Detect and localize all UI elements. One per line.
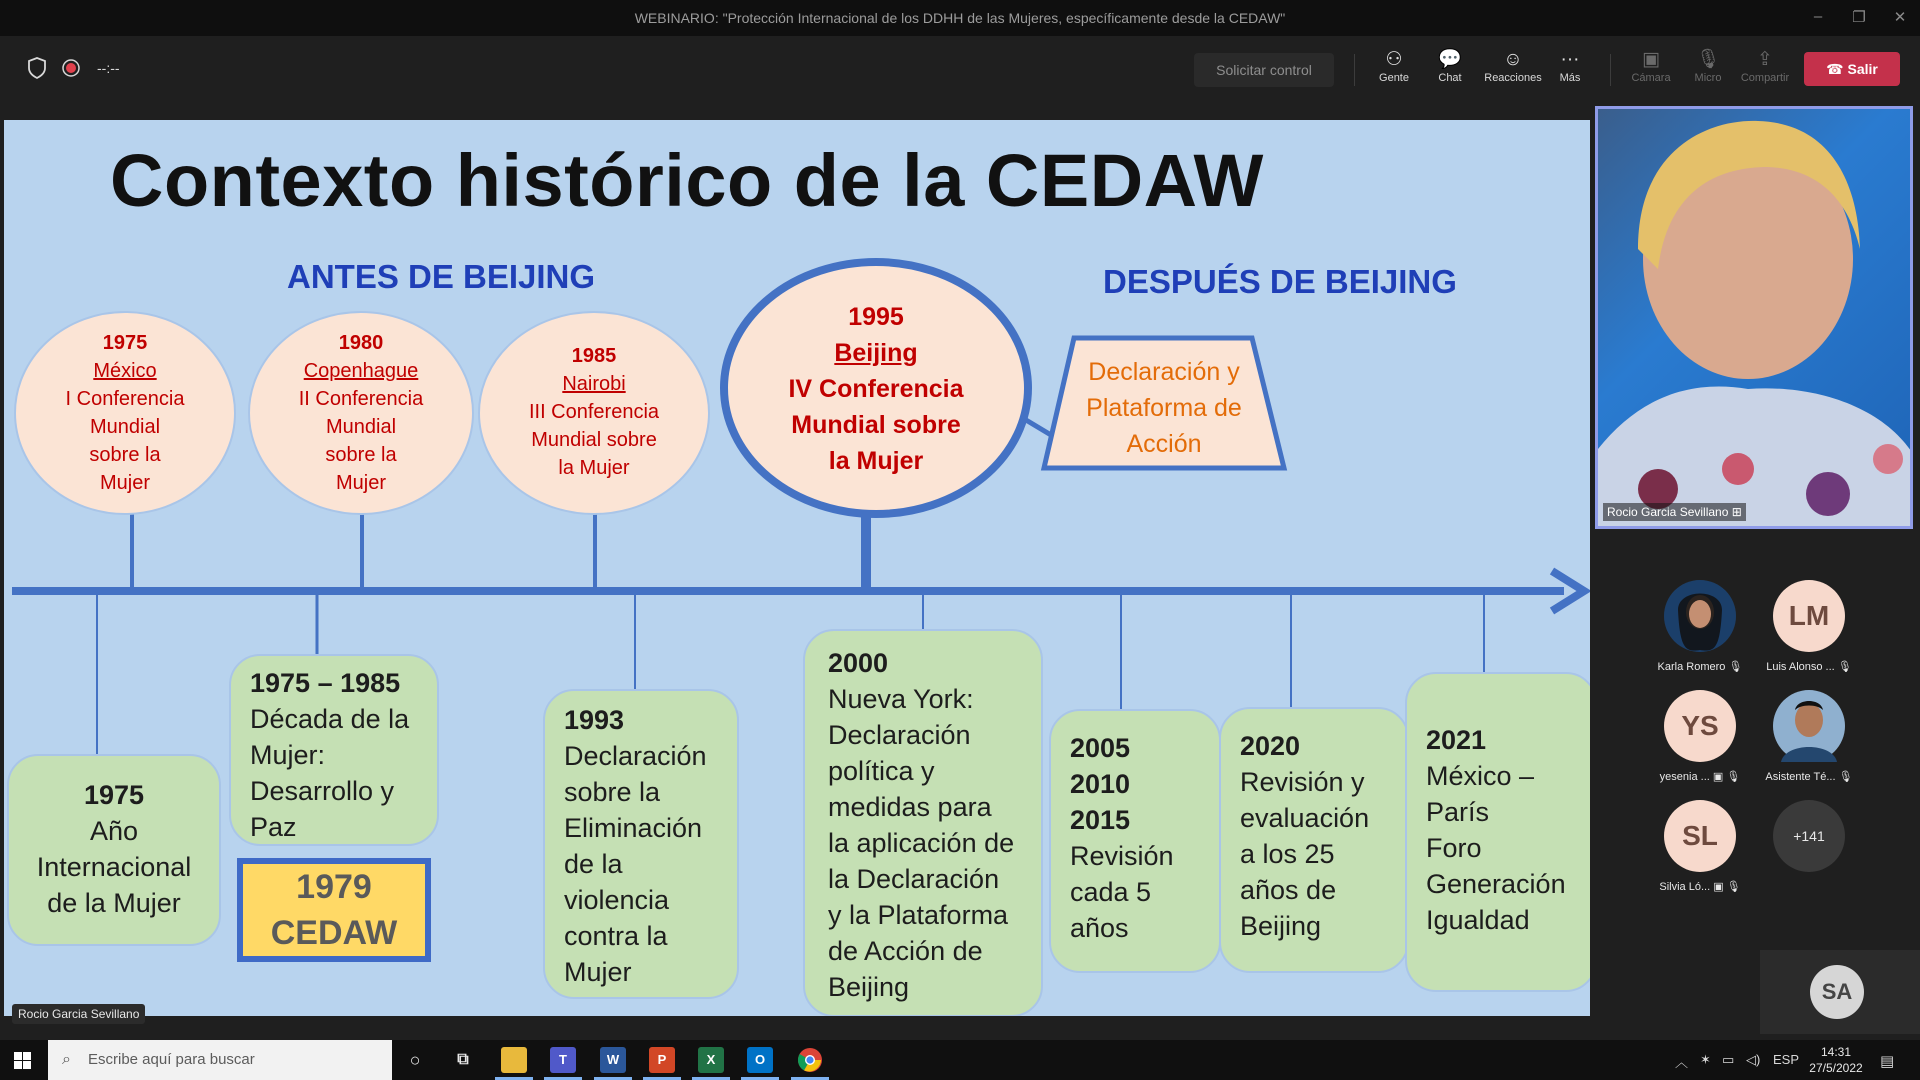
participant-name <box>1645 770 1755 783</box>
box-line: cada 5 <box>1070 877 1152 907</box>
avatar <box>1773 690 1845 762</box>
close-icon[interactable]: ✕ <box>1893 9 1907 26</box>
box-line: Internacional <box>36 852 192 882</box>
powerpoint-icon[interactable]: P <box>649 1047 675 1073</box>
circle-1985-text <box>499 342 689 482</box>
box-year: 1993 <box>564 705 625 735</box>
box-line: evaluación <box>1240 803 1370 833</box>
avatar: LM <box>1773 580 1845 652</box>
box-year: 1975 <box>83 780 145 810</box>
mic-muted-icon: 🎙 <box>1728 661 1743 673</box>
slide-title: Contexto histórico de la CEDAW <box>110 139 1264 222</box>
box-line: Paz <box>250 812 297 842</box>
box-2005-2015-text <box>1070 730 1220 946</box>
mic-label: Micro <box>1694 72 1722 84</box>
participant-name-label: Luis Alonso ... <box>1766 661 1835 673</box>
box-line: la aplicación de <box>828 828 1015 858</box>
circle-year: 1995 <box>848 303 904 331</box>
more-button[interactable] <box>1541 48 1599 84</box>
box-line: la Declaración <box>828 864 1000 894</box>
network-icon[interactable]: ▭ <box>1722 1052 1735 1067</box>
participant-tile[interactable] <box>1645 690 1755 783</box>
share-icon: ⇪ <box>1757 49 1773 70</box>
box-line: Revisión <box>1070 841 1174 871</box>
request-control-button[interactable]: Solicitar control <box>1194 53 1334 87</box>
box-year: 2005 <box>1070 733 1131 763</box>
circle-line: IV Conferencia <box>788 375 964 403</box>
reactions-button[interactable] <box>1481 48 1545 84</box>
circle-line: II Conferencia <box>298 388 424 410</box>
circle-place: Copenhague <box>303 360 419 382</box>
participant-photo <box>1664 580 1736 652</box>
circle-line: sobre la <box>325 444 397 466</box>
participant-name-label: Asistente Té... <box>1765 771 1836 783</box>
circle-1980-text <box>269 329 453 497</box>
circle-year: 1975 <box>102 332 148 354</box>
box-line: de la Mujer <box>47 888 181 918</box>
camera-off-icon: ▣ <box>1713 881 1724 893</box>
participant-tile[interactable] <box>1754 690 1864 783</box>
mic-muted-icon: 🎙 <box>1726 771 1741 783</box>
box-line: Año <box>89 816 139 846</box>
self-avatar: SA <box>1810 965 1864 1019</box>
after-beijing-heading: DESPUÉS DE BEIJING <box>1103 263 1457 300</box>
circle-line: Mundial sobre <box>531 429 657 451</box>
box-line: Mujer <box>564 957 632 987</box>
participant-tile[interactable] <box>1645 800 1755 893</box>
camera-label: Cámara <box>1631 72 1671 84</box>
share-label: Compartir <box>1740 72 1790 84</box>
box-line: de la <box>564 849 623 879</box>
more-participants-button[interactable]: +141 <box>1773 800 1845 872</box>
box-line: Revisión y <box>1240 767 1365 797</box>
circle-line: sobre la <box>89 444 161 466</box>
circle-1995-text <box>756 299 996 479</box>
cedaw-box <box>237 858 431 962</box>
chat-icon: 💬 <box>1438 49 1462 70</box>
circle-line: Mundial sobre <box>791 411 961 439</box>
shield-icon <box>27 57 47 79</box>
participant-name <box>1754 660 1864 673</box>
circle-year: 1980 <box>338 332 384 354</box>
mic-muted-icon: 🎙 <box>1838 771 1853 783</box>
box-line: contra la <box>564 921 668 951</box>
volume-icon[interactable]: ◁) <box>1746 1052 1761 1067</box>
declaration-line: Acción <box>1126 430 1202 458</box>
window-title-bar <box>0 0 1920 36</box>
before-beijing-heading: ANTES DE BEIJING <box>287 258 596 295</box>
box-1975-text <box>14 777 214 921</box>
declaration-text <box>1064 354 1264 462</box>
box-year: 1975 – 1985 <box>250 668 401 698</box>
box-line: política y <box>828 756 935 786</box>
tray-overflow-icon[interactable]: ︿ <box>1675 1055 1689 1070</box>
cortana-icon[interactable]: ○ <box>409 1050 421 1070</box>
circle-place: Beijing <box>834 339 918 367</box>
box-line: Desarrollo y <box>250 776 395 806</box>
speaker-video[interactable] <box>1595 106 1913 529</box>
participant-name-label: Silvia Ló... <box>1659 881 1711 893</box>
reactions-label: Reacciones <box>1484 72 1542 84</box>
speaker-video-frame <box>1598 109 1913 529</box>
shared-slide <box>4 120 1590 1016</box>
camera-off-icon: ▣ <box>1712 771 1724 783</box>
circle-line: Mundial <box>89 416 161 438</box>
circle-line: III Conferencia <box>528 401 660 423</box>
participant-name <box>1645 880 1755 893</box>
file-explorer-icon[interactable] <box>501 1047 527 1073</box>
excel-icon[interactable]: X <box>698 1047 724 1073</box>
mic-button[interactable] <box>1679 48 1737 84</box>
box-1993-text <box>564 702 739 990</box>
speaker-name-label: Rocio Garcia Sevillano <box>1607 505 1729 519</box>
people-button[interactable] <box>1365 48 1423 84</box>
box-year: 2015 <box>1070 805 1131 835</box>
word-icon[interactable]: W <box>600 1047 626 1073</box>
box-1975-1985-text <box>250 665 440 845</box>
box-2021-text <box>1426 722 1590 938</box>
clock-time: 14:31 <box>1820 1045 1852 1059</box>
box-line: Igualdad <box>1426 905 1530 935</box>
box-line: y la Plataforma <box>828 900 1009 930</box>
notifications-icon[interactable]: ▤ <box>1880 1053 1895 1070</box>
box-line: Declaración <box>564 741 707 771</box>
more-label: Más <box>1559 72 1581 84</box>
pin-icon: ⊞ <box>1731 505 1742 519</box>
participant-name <box>1645 660 1755 673</box>
meeting-toolbar <box>0 36 1920 100</box>
window-title: WEBINARIO: "Protección Internacional de los DDHH de las Mujeres, específicamente desde la CEDAW" <box>634 10 1286 26</box>
mic-off-icon: 🎙 <box>1695 49 1721 70</box>
circle-1975-text <box>35 329 215 497</box>
restore-icon[interactable]: ❐ <box>1852 9 1866 26</box>
box-year: 2010 <box>1070 769 1131 799</box>
cedaw-label: CEDAW <box>270 914 398 952</box>
outlook-icon[interactable]: O <box>747 1047 773 1073</box>
windows-start-icon[interactable] <box>14 1052 31 1069</box>
box-year: 2000 <box>828 648 889 678</box>
circle-place: Nairobi <box>562 373 626 395</box>
circle-year: 1985 <box>571 345 617 367</box>
task-view-icon[interactable]: ⧉ <box>457 1051 469 1068</box>
windows-taskbar <box>0 1040 1920 1080</box>
mic-muted-icon: 🎙 <box>1837 661 1852 673</box>
share-button[interactable] <box>1736 48 1794 84</box>
language-indicator[interactable]: ESP <box>1773 1052 1800 1067</box>
clock-date: 27/5/2022 <box>1809 1061 1863 1075</box>
minimize-icon[interactable]: – <box>1813 8 1823 25</box>
leave-button[interactable] <box>1804 52 1900 86</box>
box-line: de Acción de <box>828 936 983 966</box>
participant-name <box>1754 770 1864 783</box>
cedaw-year: 1979 <box>296 868 372 906</box>
participant-tile[interactable] <box>1645 580 1755 673</box>
circle-line: I Conferencia <box>65 388 185 410</box>
search-icon: ⌕ <box>62 1051 71 1068</box>
box-line: años de <box>1240 875 1337 905</box>
box-year: 2020 <box>1240 731 1301 761</box>
speaker-name <box>1603 503 1746 521</box>
mic-muted-icon: 🎙 <box>1726 881 1741 893</box>
circle-line: Mundial <box>325 416 397 438</box>
box-line: París <box>1426 797 1490 827</box>
participant-name-label: yesenia ... <box>1659 771 1710 783</box>
camera-button[interactable] <box>1622 48 1680 84</box>
box-line: medidas para <box>828 792 992 822</box>
box-line: Declaración <box>828 720 971 750</box>
box-2000-text <box>828 645 1040 1005</box>
leave-label: Salir <box>1847 61 1878 77</box>
self-video-tile[interactable] <box>1760 950 1920 1034</box>
avatar <box>1664 580 1736 652</box>
participant-tile[interactable] <box>1754 580 1864 673</box>
box-line: sobre la <box>564 777 661 807</box>
phone-hangup-icon: ☎ <box>1826 61 1848 77</box>
avatar: SL <box>1664 800 1736 872</box>
box-line: Beijing <box>828 972 910 1002</box>
circle-place: México <box>93 360 157 382</box>
box-line: a los 25 <box>1240 839 1335 869</box>
more-icon: ··· <box>1560 49 1580 70</box>
box-line: Década de la <box>250 704 410 734</box>
box-line: Nueva York: <box>828 684 974 714</box>
box-line: Foro <box>1426 833 1482 863</box>
box-line: años <box>1070 913 1129 943</box>
reactions-icon: ☺ <box>1503 49 1523 70</box>
toolbar-divider <box>1354 54 1355 86</box>
declaration-line: Declaración y <box>1088 358 1240 386</box>
chat-button[interactable] <box>1421 48 1479 84</box>
teams-tray-icon[interactable]: ✶ <box>1700 1052 1711 1067</box>
box-2020-text <box>1240 728 1408 944</box>
avatar: YS <box>1664 690 1736 762</box>
chrome-icon[interactable] <box>797 1047 823 1073</box>
box-line: violencia <box>564 885 670 915</box>
chat-label: Chat <box>1438 72 1462 84</box>
taskbar-clock[interactable] <box>1806 1044 1866 1076</box>
box-year: 2021 <box>1426 725 1487 755</box>
recording-icon <box>62 59 80 77</box>
people-icon: ⚇ <box>1385 49 1403 70</box>
circle-line: la Mujer <box>558 457 630 479</box>
presenter-tag: Rocio Garcia Sevillano <box>12 1004 145 1024</box>
meeting-timer: --:-- <box>97 60 120 76</box>
box-line: Eliminación <box>564 813 703 843</box>
participant-photo <box>1773 690 1845 762</box>
circle-line: Mujer <box>335 472 386 494</box>
people-label: Gente <box>1379 72 1409 84</box>
declaration-line: Plataforma de <box>1086 394 1242 422</box>
taskbar-search[interactable] <box>48 1040 392 1080</box>
search-placeholder: Escribe aquí para buscar <box>88 1051 255 1068</box>
camera-off-icon: ▣ <box>1642 49 1660 70</box>
box-line: Beijing <box>1240 911 1322 941</box>
box-line: Generación <box>1426 869 1566 899</box>
circle-line: Mujer <box>99 472 150 494</box>
circle-line: la Mujer <box>828 447 924 475</box>
participant-name-label: Karla Romero <box>1657 661 1726 673</box>
teams-icon[interactable]: T <box>550 1047 576 1073</box>
box-line: Mujer: <box>250 740 326 770</box>
toolbar-divider <box>1610 54 1611 86</box>
box-line: México – <box>1426 761 1535 791</box>
